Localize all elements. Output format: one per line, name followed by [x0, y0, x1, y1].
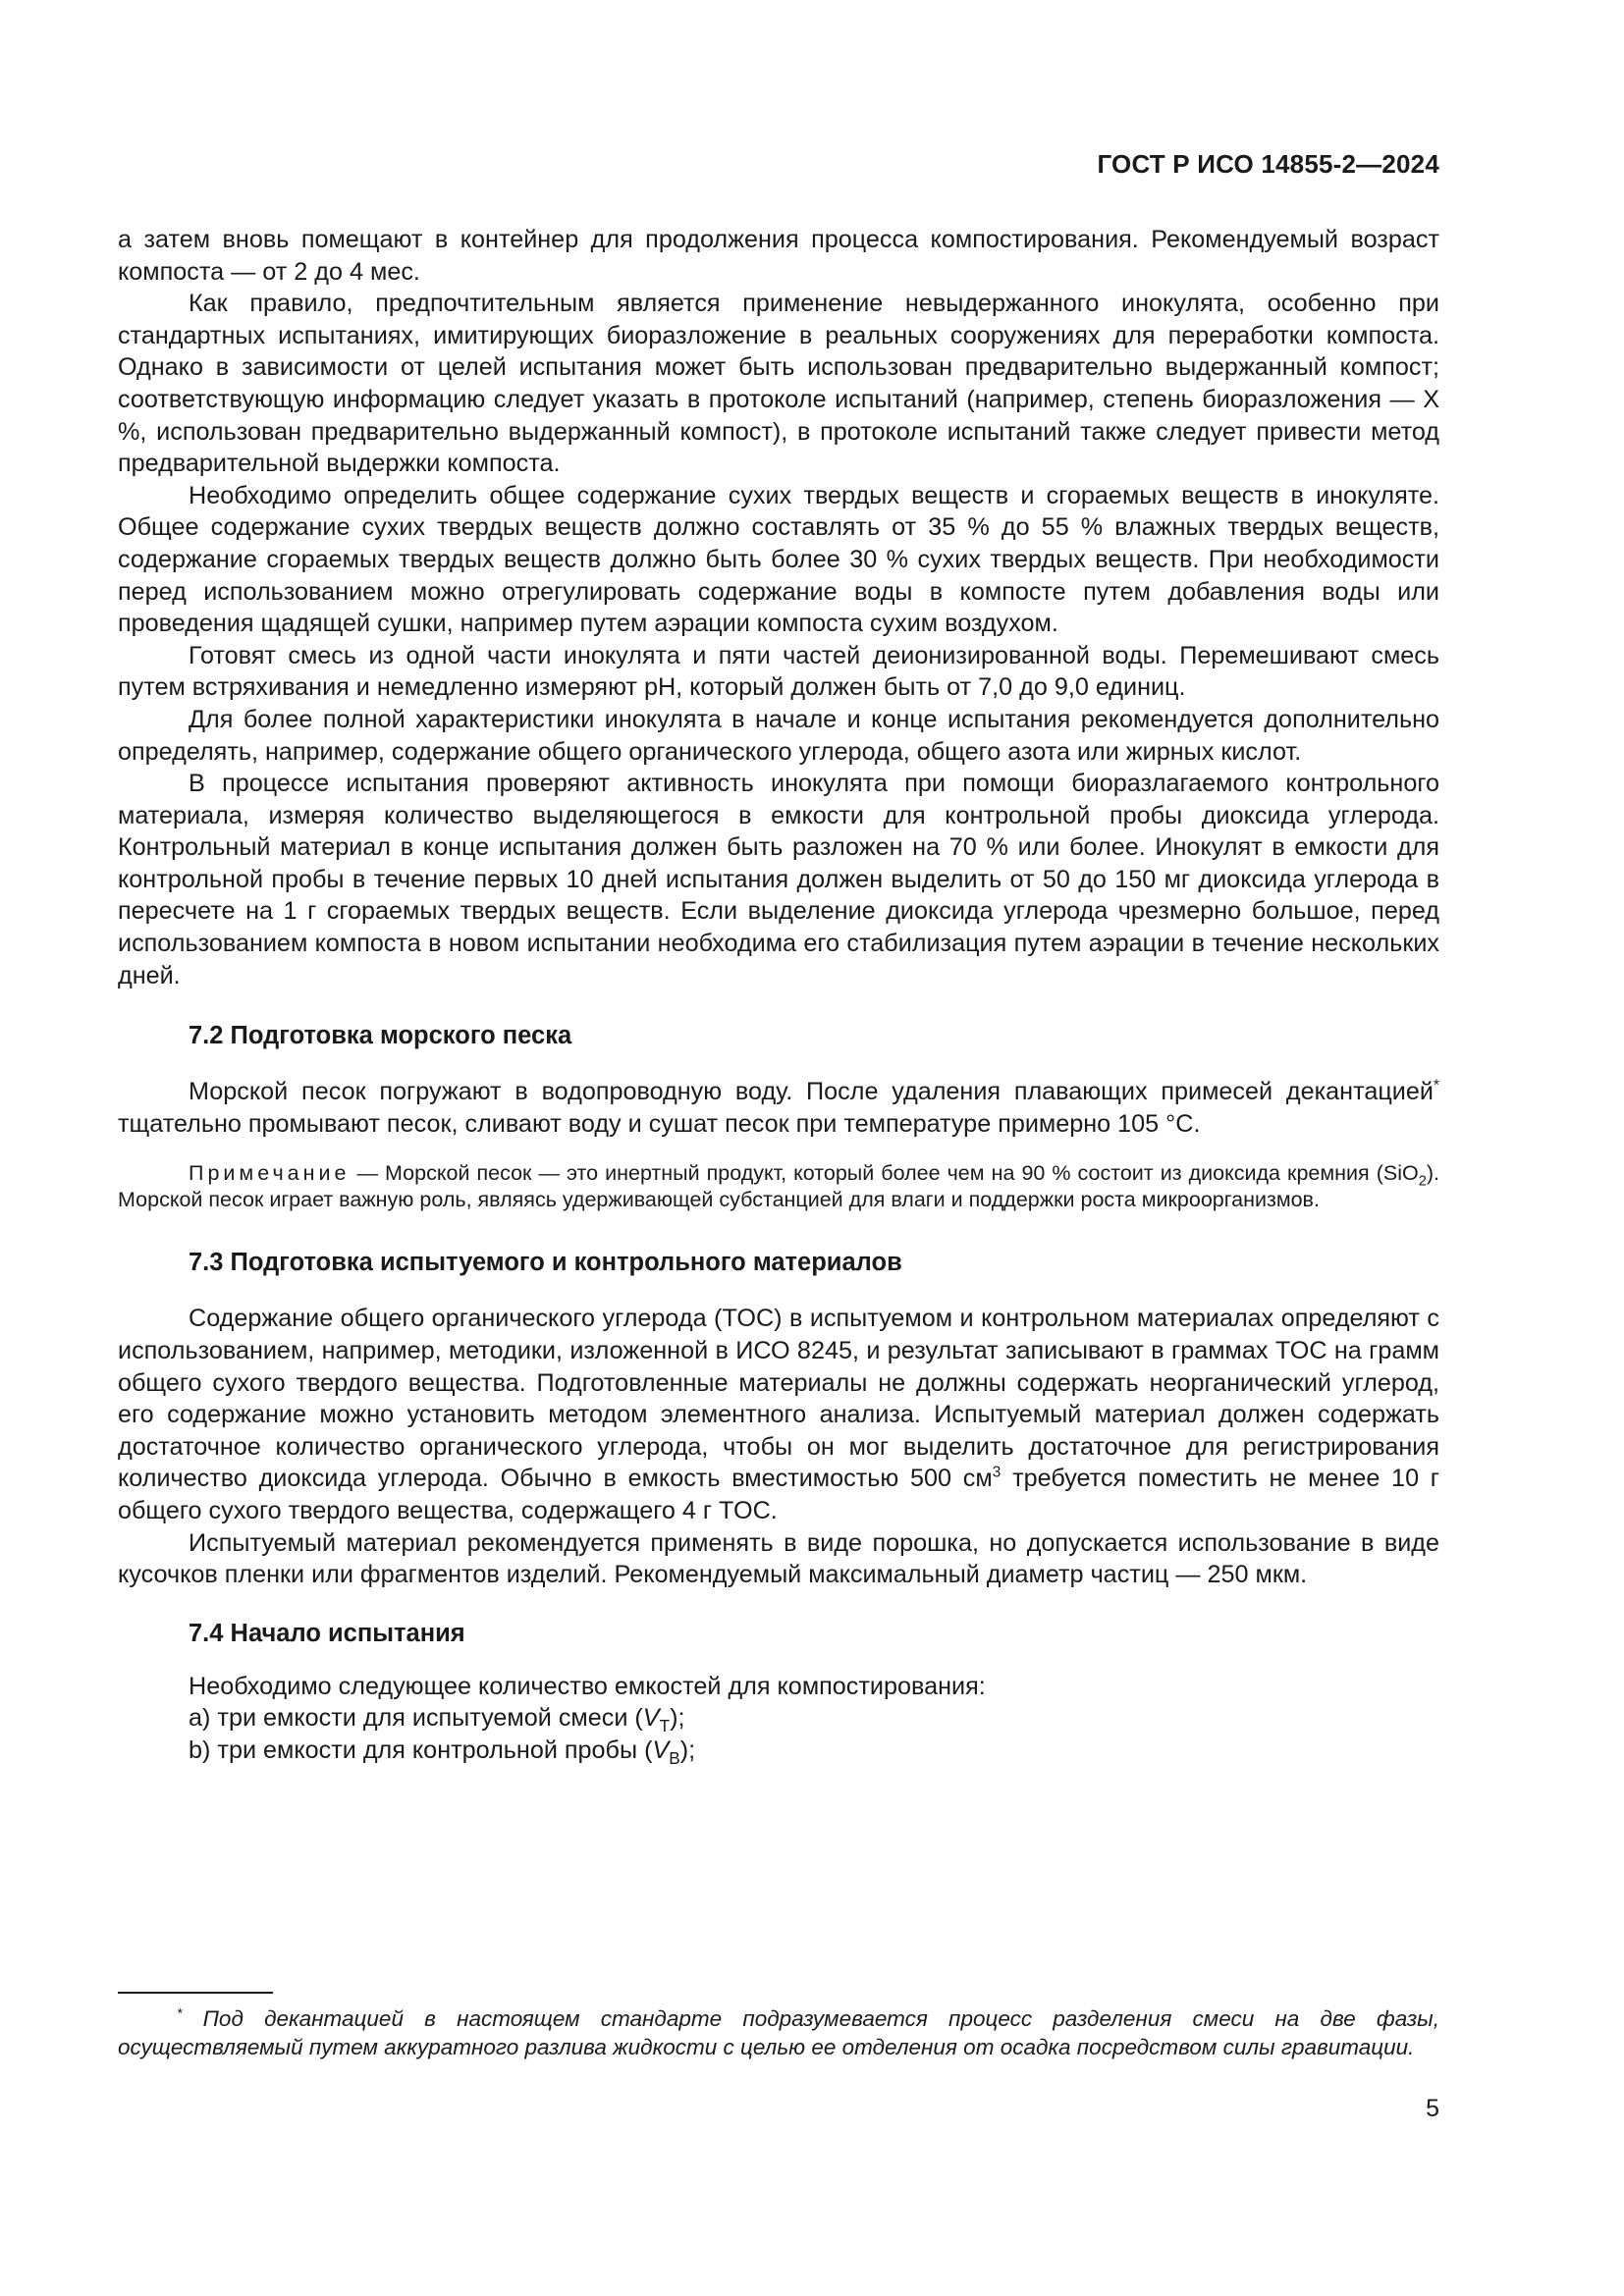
text-run: тщательно промывают песок, сливают воду и сушат песок при температуре примерно 105 °С.: [118, 1109, 1201, 1138]
footnote: [118, 2004, 1439, 2061]
section-heading-7-2: 7.2 Подготовка морского песка: [189, 1022, 572, 1050]
subscript: B: [669, 1748, 680, 1768]
subscript: 2: [1418, 1173, 1427, 1190]
list-item: [118, 1702, 1439, 1735]
paragraph: Готовят смесь из одной части инокулята и пяти частей деионизированной воды. Перемешивают смесь путем встряхивания и немедленно измеряют pH, который должен быть от 7,0 до 9,0 единиц.: [118, 641, 1439, 702]
footnote-text: Под декантацией в настоящем стандарте подразумевается процесс разделения смеси на две фазы, осуществляемый путем аккуратного разлива жидкости с целью ее отделения от осадка посредством силы гравитации.: [118, 2006, 1439, 2059]
paragraph: [118, 1303, 1439, 1526]
variable: V: [652, 1735, 670, 1764]
document-code-header: ГОСТ Р ИСО 14855-2—2024: [1097, 149, 1439, 179]
paragraph: Как правило, предпочтительным является применение невыдержанного инокулята, особенно при стандартных испытаниях, имитирующих биоразложение в реальных сооружениях для переработки компоста. Однако в зависимости от целей испытания может быть использован предварительно выдержанный компост; соответствующую информацию следует указать в протоколе испытаний (например, степень биоразложения — X %, использован предварительно выдержанный компост), в протоколе испытаний также следует привести метод предварительной выдержки компоста.: [118, 290, 1439, 478]
paragraph: Необходимо определить общее содержание сухих твердых веществ и сгораемых веществ в инокуляте. Общее содержание сухих твердых веществ должно составлять от 35 % до 55 % влажных твердых веществ, содержание сгораемых твердых веществ должно быть более 30 % сухих твердых веществ. При необходимости перед использованием можно отрегулировать содержание воды в компосте путем добавления воды или проведения щадящей сушки, например путем аэрации компоста сухим воздухом.: [118, 481, 1439, 638]
section-heading-7-4: 7.4 Начало испытания: [189, 1619, 465, 1647]
text-run: — Морской песок — это инертный продукт, который более чем на 90 % состоит из диоксида кремния (SiO: [350, 1161, 1419, 1186]
text-run: Морской песок погружают в водопроводную воду. После удаления плавающих примесей декантацией: [189, 1078, 1434, 1106]
footnote-marker: *: [177, 2004, 183, 2021]
variable: V: [642, 1704, 660, 1733]
footnote-marker: *: [1433, 1077, 1439, 1095]
list-item: [118, 1735, 1439, 1767]
paragraph: В процессе испытания проверяют активность инокулята при помощи биоразлагаемого контрольного материала, измеряя количество выделяющегося в емкости для контрольной пробы диоксида углерода. Контрольный материал в конце испытания должен быть разложен на 70 % или более. Инокулят в емкости для контрольной пробы в течение первых 10 дней испытания должен выделить от 50 до 150 мг диоксида углерода в пересчете на 1 г сгораемых твердых веществ. Если выделение диоксида углерода чрезмерно большое, перед использованием компоста в новом испытании необходима его стабилизация путем аэрации в течение нескольких дней.: [118, 770, 1439, 989]
paragraph: Испытуемый материал рекомендуется применять в виде порошка, но допускается использование в виде кусочков пленки или фрагментов изделий. Рекомендуемый максимальный диаметр частиц — 250 мкм.: [118, 1528, 1439, 1589]
footnote-divider: [118, 1992, 273, 1994]
text-run: ). Морской песок играет важную роль, являясь удерживающей субстанцией для влаги и поддержки роста микроорганизмов.: [118, 1161, 1439, 1212]
text-run: требуется поместить не менее 10 г общего сухого твердого вещества, содержащего 4 г TOC.: [118, 1465, 1439, 1524]
section-heading-7-3: 7.3 Подготовка испытуемого и контрольного материалов: [189, 1249, 902, 1277]
text-run: Содержание общего органического углерода (TOC) в испытуемом и контрольном материалах определяют с использованием, например, методики, изложенной в ИСО 8245, и результат записывают в граммах TOC на грамм общего сухого твердого вещества. Подготовленные материалы не должны содержать неорганический углерод, его содержание можно установить методом элементного анализа. Испытуемый материал должен содержать достаточное количество органического углерода, чтобы он мог выделить достаточное для регистрирования количество диоксида углерода. Обычно в емкость вместимостью 500 см: [118, 1305, 1439, 1493]
page-number: 5: [1426, 2095, 1439, 2122]
list-marker: b): [189, 1735, 211, 1764]
subscript: T: [659, 1716, 671, 1736]
list-marker: a): [189, 1704, 211, 1733]
paragraph: Для более полной характеристики инокулята в начале и конце испытания рекомендуется дополнительно определять, например, содержание общего органического углерода, общего азота или жирных кислот.: [118, 705, 1439, 766]
main-content: [118, 224, 1439, 1767]
paragraph: Необходимо следующее количество емкостей для компостирования:: [189, 1672, 986, 1700]
text-run: );: [679, 1735, 696, 1764]
superscript: 3: [992, 1465, 1001, 1482]
paragraph: [118, 1076, 1439, 1140]
note: [118, 1160, 1439, 1213]
text-run: три емкости для контрольной пробы (: [210, 1735, 653, 1764]
note-label: Примечание: [189, 1161, 351, 1186]
paragraph: а затем вновь помещают в контейнер для продолжения процесса компостирования. Рекомендуемый возраст компоста — от 2 до 4 мес.: [118, 226, 1439, 286]
text-run: );: [670, 1704, 685, 1733]
text-run: три емкости для испытуемой смеси (: [210, 1704, 643, 1733]
